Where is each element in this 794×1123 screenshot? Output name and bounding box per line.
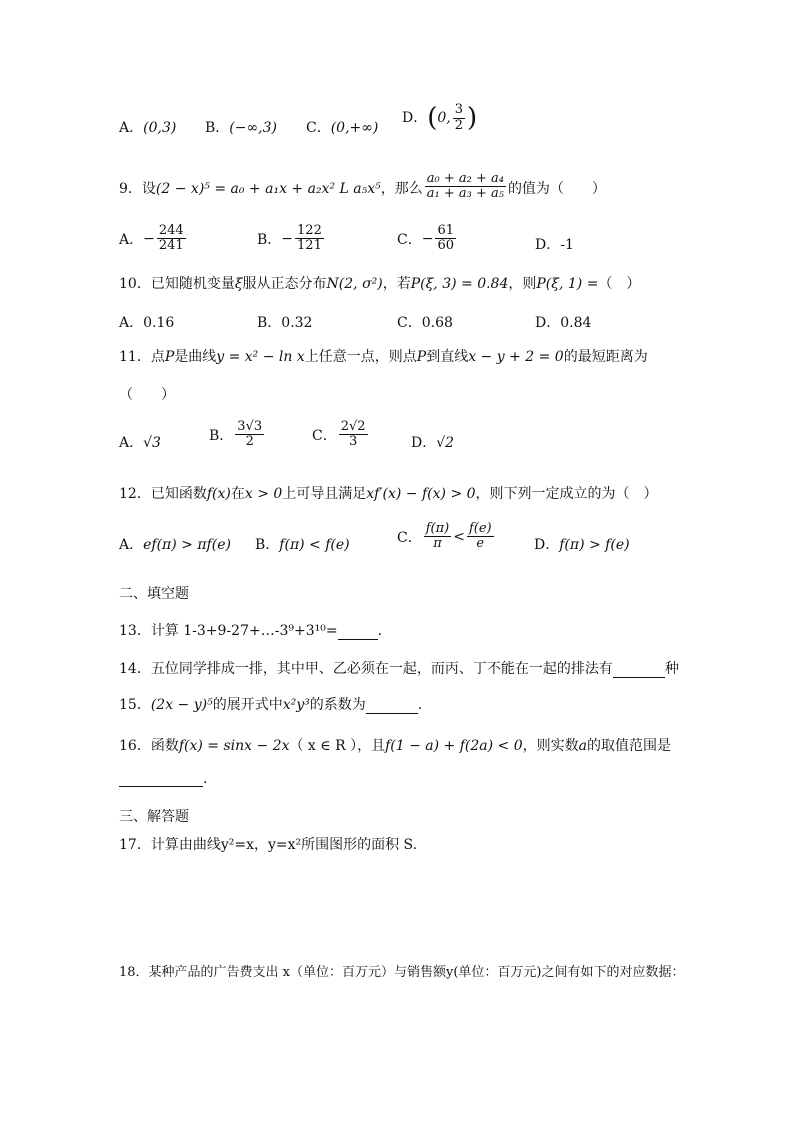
q16-answer-blank[interactable] (119, 786, 203, 787)
q18: 18．某种产品的广告费支出 x（单位：百万元）与销售额y(单位：百万元)之间有如下的对应数据： (119, 965, 685, 980)
section-answer-heading: 三、解答题 (119, 809, 189, 825)
section-fill-in-heading: 二、填空题 (119, 586, 189, 602)
q8-option-a: A．(0,3) (119, 120, 177, 136)
q9-option-c: C．− $\frac{61}{60}$ (397, 223, 454, 254)
q12-option-b: B．f(π) < f(e) (255, 537, 350, 553)
q10-stem: 10．已知随机变量ξ服从正态分布N(2, σ²)，若P(ξ, 3) = 0.84，则P(ξ, 1) =（ ） (119, 276, 641, 292)
q11-option-b: B． $\frac{3√3}{2}$ (209, 419, 263, 450)
q16-blank-line: . (119, 771, 207, 787)
q16: 16．函数f(x) = sinx − 2x（ x ∈ R ），且f(1 − a) + f(2a) < 0，则实数a的取值范围是 (119, 738, 671, 754)
q11-option-a: A．√3 (119, 435, 161, 451)
q13-answer-blank[interactable] (338, 639, 378, 640)
q10-option-c: C．0.68 (397, 315, 453, 331)
q15: 15．(2x − y)⁵的展开式中x²y³的系数为 . (119, 697, 423, 713)
q10-option-b: B．0.32 (257, 315, 313, 331)
q8-option-b: B．(−∞,3) (205, 120, 277, 136)
q9-option-b: B．− $\frac{122}{121}$ (257, 223, 322, 254)
q9-stem: 9．设(2 − x)⁵ = a₀ + a₁x + a₂x² L a₅x⁵，那么 $\frac{\text{a₀ + a₂ + a₄}}{\text{a₁ + a₃ + a₅}}$ 的值为（ ） (119, 171, 606, 202)
q8-option-d: D．(0, $\frac{3}{2}$ ) (402, 102, 478, 133)
q14-answer-blank[interactable] (613, 677, 665, 678)
q11-option-d: D．√2 (411, 435, 455, 451)
q9-option-a: A．− $\frac{244}{241}$ (119, 223, 184, 254)
q9-option-d: D．-1 (535, 237, 574, 253)
q11-option-c: C． $\frac{2√2}{3}$ (312, 419, 366, 450)
q10-option-d: D．0.84 (535, 315, 592, 331)
q14: 14．五位同学排成一排，其中甲、乙必须在一起，而丙、丁不能在一起的排法有 种 (119, 661, 679, 677)
q12-option-d: D．f(π) > f(e) (534, 537, 630, 553)
q11-stem: 11．点P是曲线y = x² − ln x上任意一点，则点P到直线x − y + 2 = 0的最短距离为 (119, 349, 648, 365)
q12-option-c: C． $\frac{f(\pi)}{\pi}$ < $\frac{f(e)}{e}$ (397, 521, 492, 552)
q12-option-a: A．ef(π) > πf(e) (119, 537, 231, 553)
q10-option-a: A．0.16 (119, 315, 175, 331)
q15-answer-blank[interactable] (366, 713, 418, 714)
q13: 13．计算 1-3+9-27+…-3⁹+3¹⁰= . (119, 623, 383, 639)
q11-paren: （ ） (119, 387, 175, 403)
q8-option-c: C．(0,+∞) (306, 120, 379, 136)
q12-stem: 12．已知函数f(x)在x > 0上可导且满足xf′(x) − f(x) > 0，则下列一定成立的为（ ） (119, 486, 658, 502)
q17: 17．计算由曲线y²=x，y=x²所围图形的面积 S. (119, 837, 418, 853)
